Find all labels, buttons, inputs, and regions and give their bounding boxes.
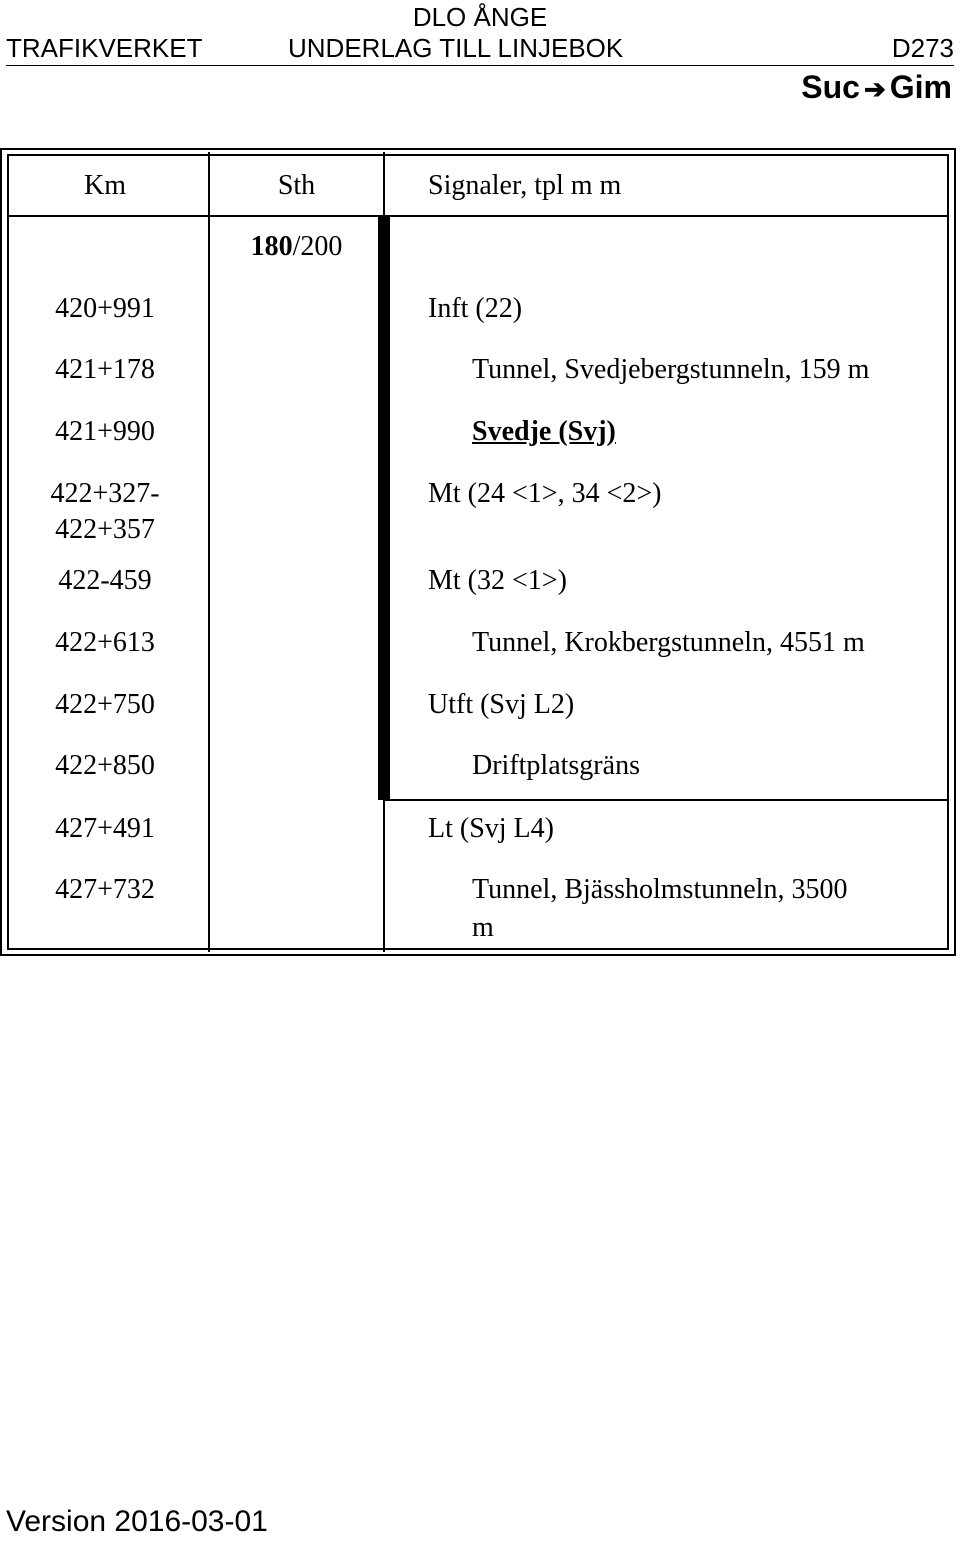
speed-primary: 180 (250, 231, 293, 262)
header-divider (7, 215, 949, 217)
km-cell: 422+613 (55, 627, 155, 658)
org-name: TRAFIKVERKET (6, 33, 203, 63)
document-title: UNDERLAG TILL LINJEBOK (288, 33, 624, 63)
km-cell-end: 422+357 (55, 514, 155, 545)
route-from: Suc (801, 69, 860, 105)
km-cell: 421+178 (55, 354, 155, 385)
km-cell: 427+732 (55, 874, 155, 905)
signal-cell: Utft (Svj L2) (428, 689, 575, 720)
km-cell: 422+750 (55, 689, 155, 720)
tunnel-cell: Tunnel, Svedjebergstunneln, 159 m (472, 354, 870, 385)
station-name: Svedje (Svj) (472, 416, 616, 447)
route-title (801, 66, 952, 110)
document-id: D273 (891, 33, 954, 63)
column-header-km: Km (84, 170, 126, 201)
signal-cell: Mt (24 <1>, 34 <2>) (428, 478, 662, 509)
km-cell: 420+991 (55, 293, 155, 324)
arrow-right-icon: ➔ (863, 74, 886, 104)
header-row (6, 33, 954, 66)
route-to: Gim (889, 69, 952, 105)
line-name: DLO ÅNGE (412, 2, 548, 32)
km-cell: 422-459 (58, 565, 152, 596)
km-cell: 421+990 (55, 416, 155, 447)
version-label: Version 2016-03-01 (6, 1505, 268, 1538)
tunnel-cell: Tunnel, Bjässholmstunneln, 3500 (472, 874, 848, 905)
column-header-signals: Signaler, tpl m m (428, 170, 622, 201)
signal-cell: Inft (22) (428, 293, 523, 324)
boundary-cell: Driftplatsgräns (472, 750, 640, 781)
km-cell: 422+327- (50, 478, 160, 509)
signal-cell: Lt (Svj L4) (428, 813, 554, 844)
km-cell: 427+491 (55, 813, 155, 844)
tunnel-cell-continued: m (472, 912, 494, 943)
column-header-sth: Sth (277, 170, 316, 201)
speed-secondary: /200 (292, 231, 343, 262)
km-cell: 422+850 (55, 750, 155, 781)
tunnel-cell: Tunnel, Krokbergstunneln, 4551 m (472, 627, 865, 658)
station-end-line (383, 799, 949, 801)
speed-value (210, 229, 383, 265)
signal-cell: Mt (32 <1>) (428, 565, 567, 596)
speed-bar (378, 217, 390, 800)
